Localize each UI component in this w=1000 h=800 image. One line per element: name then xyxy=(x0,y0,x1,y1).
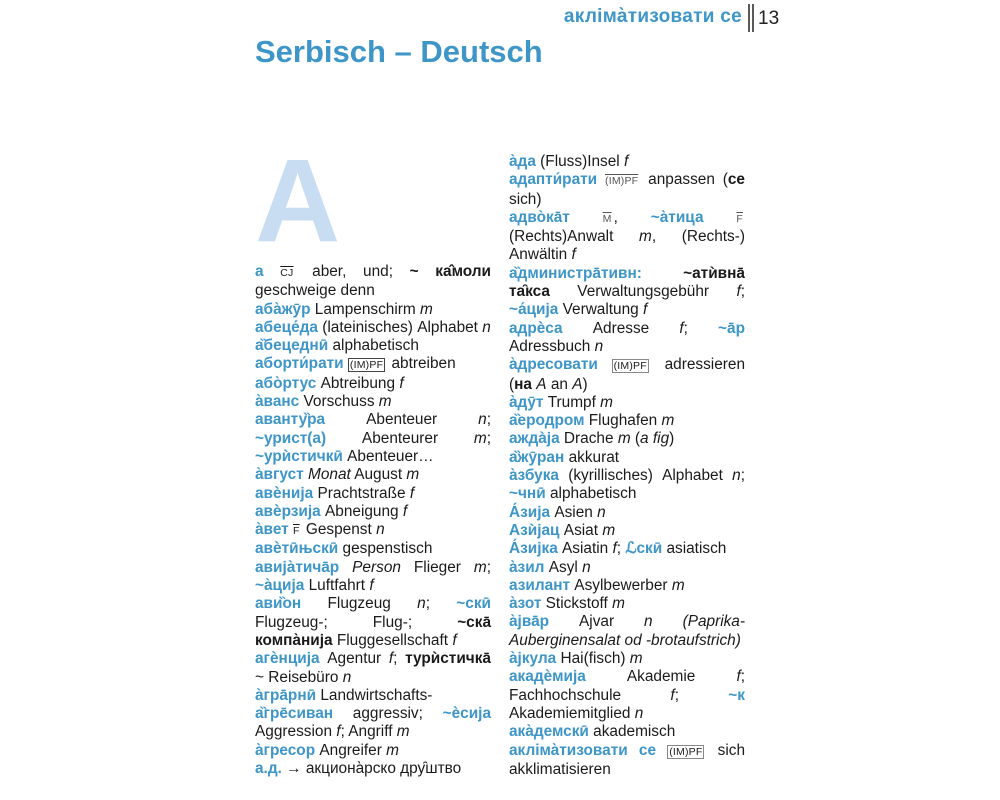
definition-text: Abenteuer… xyxy=(342,447,434,465)
definition-text: ; xyxy=(616,540,626,558)
dictionary-entry xyxy=(509,171,745,209)
headword: а̀јкула xyxy=(509,650,557,668)
grammar-label: m xyxy=(638,228,652,246)
definition-text: → акциона̀рско дру̑штво xyxy=(281,760,462,778)
definition-text: (lateinisches) Alphabet xyxy=(317,318,483,336)
grammar-label: f xyxy=(736,283,741,301)
dictionary-entry xyxy=(255,742,491,760)
dictionary-entry xyxy=(509,320,745,357)
dictionary-entry xyxy=(509,559,745,577)
grammar-label: m xyxy=(661,412,675,430)
dictionary-entry xyxy=(509,577,745,595)
headword: ~скӣ xyxy=(456,595,491,613)
definition-text: (Rechts)Anwalt xyxy=(509,228,639,246)
grammar-label: f xyxy=(612,540,617,558)
section-letter: A xyxy=(255,135,341,267)
dictionary-entry xyxy=(255,337,491,355)
dictionary-entry xyxy=(255,393,491,411)
headword: ака̀демскӣ xyxy=(509,723,589,741)
running-head: акліма̀тизовати се xyxy=(563,6,742,27)
definition-text: Abenteuer xyxy=(325,411,479,429)
definition-text: , (Rechts-) Anwältin xyxy=(509,228,745,264)
definition-text: Ajvar xyxy=(549,613,645,631)
headword: адво̀ка̄т xyxy=(509,208,570,226)
headword: акадѐмија xyxy=(509,668,586,686)
definition-text: Prachtstraße xyxy=(313,484,410,502)
grammar-label: m xyxy=(396,723,410,741)
definition-text: Adresse xyxy=(562,319,680,337)
definition-text: Vorschuss xyxy=(299,393,379,411)
headword: а̀да xyxy=(509,153,536,170)
headword: а̀збука xyxy=(509,467,559,485)
definition-text: Gespenst xyxy=(301,521,377,539)
definition-text: Landwirtschafts- xyxy=(316,686,433,704)
dictionary-entry xyxy=(255,595,491,650)
headword: а̀ванс xyxy=(255,393,300,411)
definition-text: geschweige denn xyxy=(255,282,375,300)
dictionary-entry xyxy=(255,411,491,466)
definition-text: alphabetisch xyxy=(328,337,419,355)
headword: аванту̏ра xyxy=(255,411,326,429)
headword: а xyxy=(255,263,281,280)
dictionary-entry xyxy=(255,466,491,484)
headword: ~а̀ција xyxy=(255,577,305,595)
definition-text: ; xyxy=(683,319,719,337)
grammar-label: n xyxy=(478,411,487,429)
dictionary-entry xyxy=(509,394,745,412)
definition-text: ; xyxy=(486,558,491,576)
page-number: 13 xyxy=(758,8,780,29)
bold-phrase: ~атѝвна̄ та̑кса xyxy=(509,264,745,301)
dictionary-entry xyxy=(509,209,745,265)
bold-phrase: ~ ка̂моли xyxy=(409,263,492,280)
definition-text: Stickstoff xyxy=(541,595,613,613)
definition-text: Verwaltung xyxy=(558,301,644,319)
dictionary-entry xyxy=(509,467,745,504)
dictionary-entry xyxy=(509,153,745,171)
definition-text: ) xyxy=(669,430,675,448)
grammar-marker: $\overline{F}$ xyxy=(293,525,300,538)
definition-text xyxy=(570,209,603,226)
definition-text: ; xyxy=(393,650,406,668)
dictionary-entry xyxy=(255,319,491,337)
definition-text: Flughafen xyxy=(584,412,662,430)
grammar-marker: (IM)PF xyxy=(613,360,647,373)
dictionary-entry xyxy=(509,504,745,522)
grammar-label: m xyxy=(617,430,631,448)
grammar-label: m xyxy=(378,393,392,411)
definition-text: abtreiben xyxy=(387,355,456,373)
headword: а̀дресовати xyxy=(509,356,598,374)
grammar-label: n xyxy=(376,521,385,539)
definition-text: Verwaltungsgebühr xyxy=(549,283,737,301)
definition-text: Aggression xyxy=(255,723,337,741)
dictionary-column-left xyxy=(255,263,491,778)
headword: ~а̄р xyxy=(718,319,745,337)
header-double-rule xyxy=(748,4,754,32)
definition-text: Flieger xyxy=(400,558,474,576)
definition-text: Akademie xyxy=(585,668,737,686)
headword: а̀дӯт xyxy=(509,393,544,411)
dictionary-entry xyxy=(255,540,491,558)
definition-text xyxy=(597,171,605,188)
headword: а̀зил xyxy=(509,558,545,576)
grammar-label: m xyxy=(473,558,487,576)
grammar-label: f xyxy=(402,502,408,520)
dictionary-column-right xyxy=(509,153,745,779)
headword: ави̏он xyxy=(255,595,302,613)
grammar-label: f xyxy=(399,374,404,392)
definition-text: (Fluss)Insel xyxy=(535,153,624,170)
definition-text: aggressiv; xyxy=(333,705,443,723)
headword: ~а́ција xyxy=(509,301,559,319)
definition-text: ; xyxy=(674,686,729,704)
grammar-label: n xyxy=(582,558,591,576)
grammar-label: f xyxy=(571,246,576,264)
definition-text: sich) xyxy=(509,190,542,208)
grammar-marker: $\overline{F}$ xyxy=(736,212,743,225)
definition-text: Asyl xyxy=(544,558,583,576)
headword: Азѝјац xyxy=(509,521,560,539)
dictionary-entry xyxy=(255,521,491,540)
grammar-label: f xyxy=(643,301,648,319)
definition-text: August xyxy=(350,466,407,484)
grammar-label: f xyxy=(452,631,457,649)
headword: ℒскӣ xyxy=(625,540,663,558)
definition-text: adressieren ( xyxy=(509,356,745,393)
headword: авѐтӣњскӣ xyxy=(255,540,339,558)
dictionary-entry xyxy=(255,705,491,742)
grammar-marker: (IM)PF xyxy=(669,745,703,758)
headword: або̀ртус xyxy=(255,374,317,392)
definition-text: Asiatin xyxy=(557,540,613,558)
section-title: Serbisch – Deutsch xyxy=(255,34,543,69)
dictionary-entry xyxy=(509,449,745,467)
definition-text: akademisch xyxy=(588,723,676,741)
grammar-label: m xyxy=(473,429,487,447)
dictionary-entry xyxy=(255,650,491,687)
dictionary-entry xyxy=(509,430,745,448)
grammar-label: Person xyxy=(352,558,401,576)
headword: аборти́рати xyxy=(255,355,344,373)
dictionary-entry xyxy=(255,263,491,301)
grammar-label: n xyxy=(644,613,653,631)
grammar-label: n xyxy=(482,318,491,336)
headword: ~а̀тица xyxy=(650,208,704,226)
definition-text: aber, und; xyxy=(295,263,410,280)
grammar-label: f xyxy=(670,686,675,704)
bold-phrase: на xyxy=(514,375,532,393)
headword: авѐнија xyxy=(255,484,314,502)
definition-text: Abtreibung xyxy=(316,374,400,392)
definition-text: Abenteurer xyxy=(326,429,474,447)
grammar-label: f xyxy=(369,577,374,595)
grammar-label: A xyxy=(572,375,583,393)
headword: а̀зот xyxy=(509,595,542,613)
headword: аба̀жӯр xyxy=(255,300,311,318)
headword: А́зијка xyxy=(509,540,558,558)
dictionary-entry xyxy=(509,723,745,741)
grammar-label: m xyxy=(629,650,643,668)
definition-text: Lampenschirm xyxy=(310,300,420,318)
definition-text: ; xyxy=(740,283,745,301)
bold-phrase: ~ска̄ компа̀нија xyxy=(255,613,491,649)
definition-text: Abneigung xyxy=(320,502,403,520)
definition-text xyxy=(642,265,683,282)
headword: ~чнӣ xyxy=(509,485,546,503)
definition-text xyxy=(704,209,737,226)
headword: адрѐса xyxy=(509,319,563,337)
headword: авѐрзија xyxy=(255,502,321,520)
definition-text: asiatisch xyxy=(662,540,727,558)
grammar-label: m xyxy=(600,393,613,411)
grammar-label: n xyxy=(342,668,352,686)
definition-text: Drache xyxy=(559,430,618,448)
grammar-label: a fig xyxy=(640,430,670,448)
dictionary-entry xyxy=(509,356,745,394)
definition-text: (kyrillisches) Alphabet xyxy=(558,467,733,485)
grammar-marker: (IM)PF xyxy=(605,175,639,188)
definition-text: Fluggesellschaft xyxy=(332,631,453,649)
definition-text: ; xyxy=(486,429,491,447)
headword: а̀вет xyxy=(255,521,289,539)
definition-text: ~ Reisebüro xyxy=(255,668,343,686)
grammar-label: (Paprika-Auberginensalat od -brotaufstrich) xyxy=(509,613,745,649)
definition-text: Trumpf xyxy=(543,393,601,411)
grammar-label: n xyxy=(417,595,426,613)
definition-text: ; xyxy=(740,467,745,485)
grammar-label: m xyxy=(602,521,616,539)
headword: а̀вгуст xyxy=(255,466,304,484)
definition-text: Flugzeug xyxy=(301,595,418,613)
dictionary-entry xyxy=(255,355,491,374)
grammar-label: f xyxy=(336,723,341,741)
headword: а̀гресор xyxy=(255,741,316,759)
dictionary-entry xyxy=(509,265,745,320)
definition-text: anpassen ( xyxy=(640,171,728,189)
headword: аждàја xyxy=(509,430,560,448)
grammar-label: m xyxy=(406,466,420,484)
dictionary-entry xyxy=(509,613,745,650)
dictionary-entry xyxy=(509,595,745,613)
definition-text xyxy=(653,613,683,630)
definition-text: , xyxy=(613,208,651,226)
headword: А́зија xyxy=(509,503,551,521)
headword: ~урѝстичкӣ xyxy=(255,447,343,465)
definition-text: akkurat xyxy=(564,448,620,466)
grammar-label: f xyxy=(679,319,684,337)
definition-text: Luftfahrt xyxy=(304,577,370,595)
dictionary-entry xyxy=(255,503,491,521)
dictionary-entry xyxy=(509,742,745,780)
grammar-label: m xyxy=(671,576,685,594)
grammar-label: n xyxy=(597,503,606,521)
headword: а̏гре̄сиван xyxy=(255,705,334,723)
grammar-marker: $\overline{M}$ xyxy=(602,212,612,225)
definition-text: ; xyxy=(486,411,491,429)
dictionary-entry xyxy=(509,522,745,540)
headword: ~к xyxy=(728,686,745,704)
headword: а.д. xyxy=(255,760,282,778)
definition-text: sich akklimatisieren xyxy=(509,741,745,778)
definition-text: gespenstisch xyxy=(338,540,433,558)
dictionary-entry xyxy=(509,540,745,558)
grammar-label: m xyxy=(420,300,433,318)
definition-text: an xyxy=(546,375,573,393)
definition-text: Flugzeug-; Flug-; xyxy=(255,613,458,631)
grammar-label: f xyxy=(388,650,394,668)
grammar-label: f xyxy=(409,484,415,502)
definition-text: ) xyxy=(582,375,588,393)
dictionary-entry xyxy=(255,760,491,778)
bold-phrase: турѝстичка̄ xyxy=(405,650,491,668)
headword: ~ѐсија xyxy=(442,705,491,723)
definition-text: Hai(fisch) xyxy=(556,650,630,668)
grammar-marker: (IM)PF xyxy=(349,359,384,372)
grammar-label: Monat xyxy=(308,466,351,484)
definition-text: Angreifer xyxy=(315,741,387,759)
definition-text: ( xyxy=(630,430,641,448)
definition-text: Akademiemitglied xyxy=(509,704,635,722)
definition-text: Asien xyxy=(550,503,598,521)
grammar-label: n xyxy=(594,337,604,355)
dictionary-entry xyxy=(255,375,491,393)
dictionary-entry xyxy=(255,301,491,319)
definition-text xyxy=(598,356,612,373)
definition-text: Asiat xyxy=(559,521,603,539)
dictionary-entry xyxy=(509,650,745,668)
headword: азилант xyxy=(509,576,571,594)
dictionary-entry xyxy=(509,412,745,430)
definition-text xyxy=(656,742,667,759)
grammar-label: n xyxy=(634,704,644,722)
headword: а̏жӯран xyxy=(509,448,565,466)
definition-text: ; Fachhochschule xyxy=(509,668,745,704)
headword: акліма̀тизовати се xyxy=(509,741,657,759)
headword: абеце́да xyxy=(255,318,318,336)
headword: ~урист(а) xyxy=(255,429,327,447)
dictionary-entry xyxy=(255,687,491,705)
dictionary-entry xyxy=(255,485,491,503)
definition-text xyxy=(339,559,352,576)
definition-text: ; xyxy=(425,595,457,613)
grammar-label: n xyxy=(732,467,741,485)
headword: адапти́рати xyxy=(509,171,598,189)
definition-text: ; Angriff xyxy=(340,723,397,741)
headword: а̏бецеднӣ xyxy=(255,337,329,355)
headword: агѐнција xyxy=(255,650,320,668)
definition-text: Adressbuch xyxy=(509,337,595,355)
headword: а̀гра̄рнӣ xyxy=(255,686,317,704)
headword: а̏еродром xyxy=(509,412,585,430)
definition-text: alphabetisch xyxy=(545,485,637,503)
definition-text: Agentur xyxy=(319,650,389,668)
grammar-label: m xyxy=(386,741,399,759)
headword: а̏дминистра̄тивн: xyxy=(509,264,642,282)
headword: а̀јва̄р xyxy=(509,613,550,631)
dictionary-entry xyxy=(509,668,745,723)
grammar-label: A xyxy=(536,375,547,393)
bold-phrase: се xyxy=(727,171,745,189)
headword: авија̀тича̄р xyxy=(255,558,340,576)
grammar-marker: $\overline{CJ}$ xyxy=(280,267,294,279)
grammar-label: f xyxy=(736,668,741,686)
dictionary-entry xyxy=(255,559,491,596)
definition-text: Asylbewerber xyxy=(570,576,672,594)
grammar-label: f xyxy=(623,153,629,170)
grammar-label: m xyxy=(612,595,625,613)
